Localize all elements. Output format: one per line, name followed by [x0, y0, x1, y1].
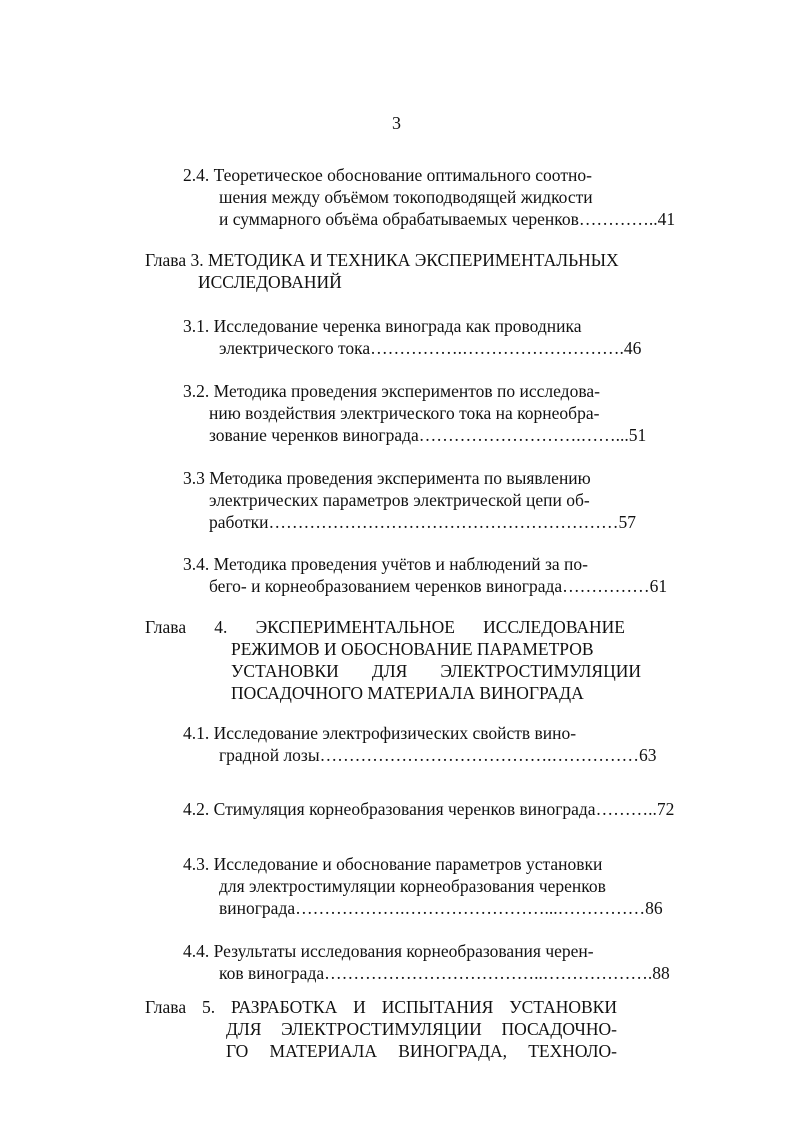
toc-3-3-line-3: работки……………………………………………………57	[209, 512, 636, 532]
toc-4-3-line-2: для электростимуляции корнеобразования черенков	[219, 876, 606, 896]
toc-4-4-line-1: 4.4. Результаты исследования корнеобразования черен-	[183, 941, 594, 961]
toc-4-3-line-1: 4.3. Исследование и обоснование параметров установки	[183, 854, 603, 874]
toc-4-1-line-2: градной лозы………………………………….……………63	[219, 745, 657, 765]
toc-3-3-line-1: 3.3 Методика проведения эксперимента по выявлению	[183, 468, 591, 488]
toc-3-2-line-1: 3.2. Методика проведения экспериментов по исследова-	[183, 381, 600, 401]
toc-2-4-line-2: шения между объёмом токоподводящей жидкости	[219, 187, 593, 207]
chapter-4-heading-line-4: ПОСАДОЧНОГО МАТЕРИАЛА ВИНОГРАДА	[231, 683, 584, 703]
toc-3-1-line-2: электрического тока…………….……………………….46	[219, 338, 642, 358]
page-number: 3	[392, 113, 401, 133]
chapter-4-heading-line-1: Глава 4. ЭКСПЕРИМЕНТАЛЬНОЕ ИССЛЕДОВАНИЕ	[145, 617, 625, 637]
toc-3-3-line-2: электрических параметров электрической цепи об-	[209, 490, 590, 510]
toc-3-1-line-1: 3.1. Исследование черенка винограда как проводника	[183, 316, 582, 336]
toc-2-4-line-1: 2.4. Теоретическое обоснование оптимального соотно-	[183, 165, 592, 185]
chapter-5-heading-line-1: Глава 5. РАЗРАБОТКА И ИСПЫТАНИЯ УСТАНОВКИ	[145, 997, 617, 1017]
toc-4-4-line-2: ков винограда………………………………..……………….88	[219, 963, 670, 983]
toc-4-2-line-1: 4.2. Стимуляция корнеобразования черенков винограда………..72	[183, 799, 675, 819]
chapter-5-heading-line-2: ДЛЯ ЭЛЕКТРОСТИМУЛЯЦИИ ПОСАДОЧНО-	[226, 1019, 617, 1039]
toc-2-4-line-3: и суммарного объёма обрабатываемых черенков…………..41	[219, 209, 676, 229]
toc-3-4-line-1: 3.4. Методика проведения учётов и наблюдений за по-	[183, 554, 588, 574]
toc-4-1-line-1: 4.1. Исследование электрофизических свойств вино-	[183, 723, 577, 743]
chapter-4-heading-line-2: РЕЖИМОВ И ОБОСНОВАНИЕ ПАРАМЕТРОВ	[231, 639, 594, 659]
chapter-3-heading-line-2: ИССЛЕДОВАНИЙ	[198, 272, 342, 292]
toc-3-2-line-2: нию воздействия электрического тока на корнеобра-	[209, 403, 600, 423]
toc-3-4-line-2: бего- и корнеобразованием черенков винограда……………61	[209, 576, 668, 596]
chapter-5-heading-line-3: ГО МАТЕРИАЛА ВИНОГРАДА, ТЕХНОЛО-	[226, 1041, 617, 1061]
chapter-3-heading-line-1: Глава 3. МЕТОДИКА И ТЕХНИКА ЭКСПЕРИМЕНТАЛЬНЫХ	[145, 250, 619, 270]
toc-4-3-line-3: винограда……………….……………………...……………86	[219, 898, 663, 918]
toc-3-2-line-3: зование черенков винограда……………………….……...51	[209, 425, 647, 445]
chapter-4-heading-line-3: УСТАНОВКИ ДЛЯ ЭЛЕКТРОСТИМУЛЯЦИИ	[231, 661, 641, 681]
